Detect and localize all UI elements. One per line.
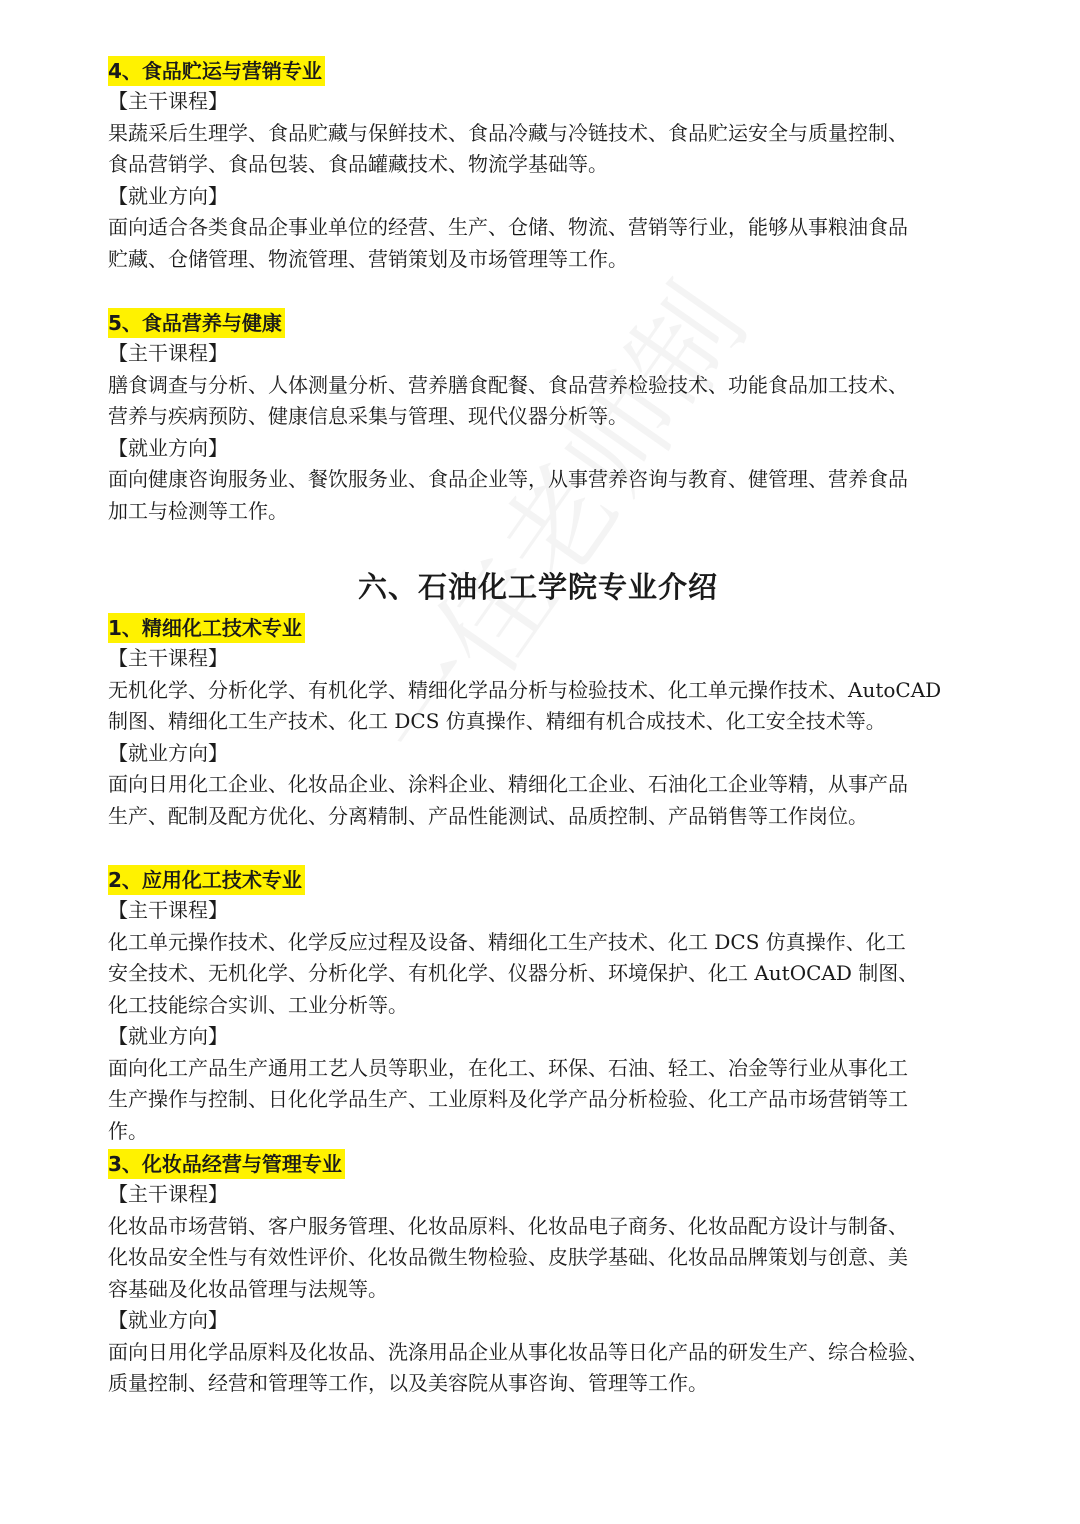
major-title: 4、食品贮运与营销专业	[108, 56, 325, 86]
major-food-storage-marketing	[108, 56, 968, 275]
career-label: 【就业方向】	[108, 1024, 228, 1048]
courses-text: 化工单元操作技术、化学反应过程及设备、精细化工生产技术、化工 DCS 仿真操作、化工 安全技术、无机化学、分析化学、有机化学、仪器分析、环境保护、化工 AutOCAD 制图、 化工技能综合实训、工业分析等。	[108, 929, 919, 1017]
document-page	[108, 56, 968, 1400]
career-text: 面向日用化工企业、化妆品企业、涂料企业、精细化工企业、石油化工企业等精，从事产品 生产、配制及配方优化、分离精制、产品性能测试、品质控制、产品销售等工作岗位。	[108, 772, 908, 828]
courses-text: 无机化学、分析化学、有机化学、精细化学品分析与检验技术、化工单元操作技术、AutoCAD 制图、精细化工生产技术、化工 DCS 仿真操作、精细有机合成技术、化工安全技术等。	[108, 677, 942, 733]
courses-text: 果蔬采后生理学、食品贮藏与保鲜技术、食品冷藏与冷链技术、食品贮运安全与质量控制、 食品营销学、食品包装、食品罐藏技术、物流学基础等。	[108, 120, 908, 176]
career-label: 【就业方向】	[108, 1308, 228, 1332]
major-title: 3、化妆品经营与管理专业	[108, 1149, 345, 1179]
career-text: 面向日用化学品原料及化妆品、洗涤用品企业从事化妆品等日化产品的研发生产、综合检验、 质量控制、经营和管理等工作，以及美容院从事咨询、管理等工作。	[108, 1339, 928, 1395]
major-fine-chemical	[108, 613, 968, 832]
career-text: 面向健康咨询服务业、餐饮服务业、食品企业等，从事营养咨询与教育、健管理、营养食品 加工与检测等工作。	[108, 467, 908, 523]
courses-label: 【主干课程】	[108, 1182, 228, 1206]
major-title: 2、应用化工技术专业	[108, 865, 305, 895]
courses-text: 化妆品市场营销、客户服务管理、化妆品原料、化妆品电子商务、化妆品配方设计与制备、 化妆品安全性与有效性评价、化妆品微生物检验、皮肤学基础、化妆品品牌策划与创意、美 容基础及化妆品管理与法规等。	[108, 1213, 908, 1301]
courses-label: 【主干课程】	[108, 646, 228, 670]
courses-label: 【主干课程】	[108, 898, 228, 922]
major-applied-chemical	[108, 865, 968, 1147]
major-title: 5、食品营养与健康	[108, 308, 285, 338]
courses-label: 【主干课程】	[108, 341, 228, 365]
courses-text: 膳食调查与分析、人体测量分析、营养膳食配餐、食品营养检验技术、功能食品加工技术、 营养与疾病预防、健康信息采集与管理、现代仪器分析等。	[108, 372, 908, 428]
section-heading: 六、石油化工学院专业介绍	[357, 570, 718, 604]
career-text: 面向适合各类食品企事业单位的经营、生产、仓储、物流、营销等行业，能够从事粮油食品 贮藏、仓储管理、物流管理、营销策划及市场管理等工作。	[108, 215, 908, 271]
career-text: 面向化工产品生产通用工艺人员等职业，在化工、环保、石油、轻工、冶金等行业从事化工 生产操作与控制、日化化学品生产、工业原料及化学产品分析检验、化工产品市场营销等工 作。	[108, 1055, 908, 1143]
major-cosmetics-management	[108, 1149, 968, 1400]
career-label: 【就业方向】	[108, 740, 228, 765]
major-food-nutrition-health	[108, 308, 968, 527]
major-title: 1、精细化工技术专业	[108, 613, 305, 643]
career-label: 【就业方向】	[108, 435, 228, 460]
career-label: 【就业方向】	[108, 183, 228, 208]
courses-label: 【主干课程】	[108, 89, 228, 113]
